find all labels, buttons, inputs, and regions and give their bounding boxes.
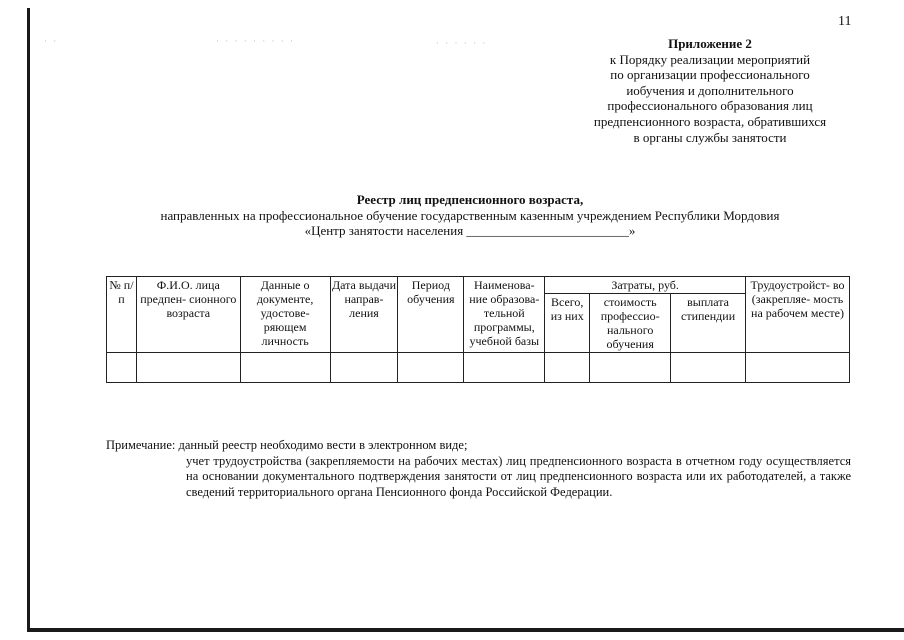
page-number: 11 bbox=[838, 14, 852, 29]
col-employment-header: Трудоустройст- во (закрепляе- мость на рабочем месте) bbox=[746, 277, 850, 353]
col-num-header: № п/п bbox=[107, 277, 137, 353]
appendix-title: Приложение 2 bbox=[668, 36, 752, 51]
table-cell bbox=[136, 353, 240, 383]
table-cell bbox=[545, 353, 590, 383]
appendix-line: в органы службы занятости bbox=[633, 129, 787, 145]
register-title: Реестр лиц предпенсионного возраста, bbox=[356, 192, 584, 207]
col-costs-header: Затраты, руб. bbox=[545, 277, 746, 294]
note-label: Примечание: bbox=[106, 438, 176, 452]
scan-smudge: · · bbox=[44, 36, 59, 46]
register-heading bbox=[90, 192, 850, 239]
appendix-line: по организации профессионального bbox=[610, 67, 810, 83]
col-costs-stipend-header: выплата стипендии bbox=[671, 294, 746, 353]
note-first-text: данный реестр необходимо вести в электронном виде; bbox=[178, 438, 468, 452]
col-fio-header: Ф.И.О. лица предпен- сионного возраста bbox=[136, 277, 240, 353]
table-cell bbox=[590, 353, 671, 383]
register-center-name: «Центр занятости населения _________________________» bbox=[304, 223, 636, 238]
col-costs-training-header: стоимость профессио- нального обучения bbox=[590, 294, 671, 353]
col-period-header: Период обучения bbox=[398, 277, 464, 353]
appendix-block bbox=[560, 36, 860, 145]
table-cell bbox=[746, 353, 850, 383]
register-table bbox=[106, 276, 850, 383]
table-cell bbox=[464, 353, 545, 383]
col-document-header: Данные о документе, удостове- ряющем личность bbox=[240, 277, 330, 353]
appendix-line: к Порядку реализации мероприятий bbox=[609, 51, 811, 67]
scan-border-bottom bbox=[27, 628, 904, 632]
scan-smudge: · · · · · · bbox=[436, 38, 488, 48]
col-costs-total-header: Всего, из них bbox=[545, 294, 590, 353]
table-cell bbox=[330, 353, 398, 383]
appendix-line: предпенсионного возраста, обратившихся bbox=[593, 113, 827, 129]
note-first-line bbox=[106, 438, 851, 454]
scan-border-left bbox=[27, 8, 30, 632]
table-cell bbox=[107, 353, 137, 383]
appendix-line: профессионального образования лиц bbox=[607, 98, 813, 114]
col-program-header: Наименова- ние образова- тельной программы, учебной базы bbox=[464, 277, 545, 353]
note-block bbox=[106, 438, 851, 500]
scan-smudge: · · · · · · · · · bbox=[216, 36, 295, 46]
table-row bbox=[107, 353, 850, 383]
table-cell bbox=[240, 353, 330, 383]
table-cell bbox=[671, 353, 746, 383]
note-body: учет трудоустройства (закрепляемости на рабочих местах) лиц предпенсионного возраста в отчетном году осуществляется на основании документального подтверждения занятости от лиц предпенсионного возраста или их работодателей, а также сведений территориального органа Пенсионного фонда Российской Федерации. bbox=[186, 453, 851, 499]
col-date-header: Дата выдачи направ- ления bbox=[330, 277, 398, 353]
header-row bbox=[107, 277, 850, 294]
appendix-line: иобучения и дополнительного bbox=[626, 82, 794, 98]
table-cell bbox=[398, 353, 464, 383]
register-subtitle: направленных на профессиональное обучение государственным казенным учреждением Республики Мордовия bbox=[160, 207, 780, 223]
